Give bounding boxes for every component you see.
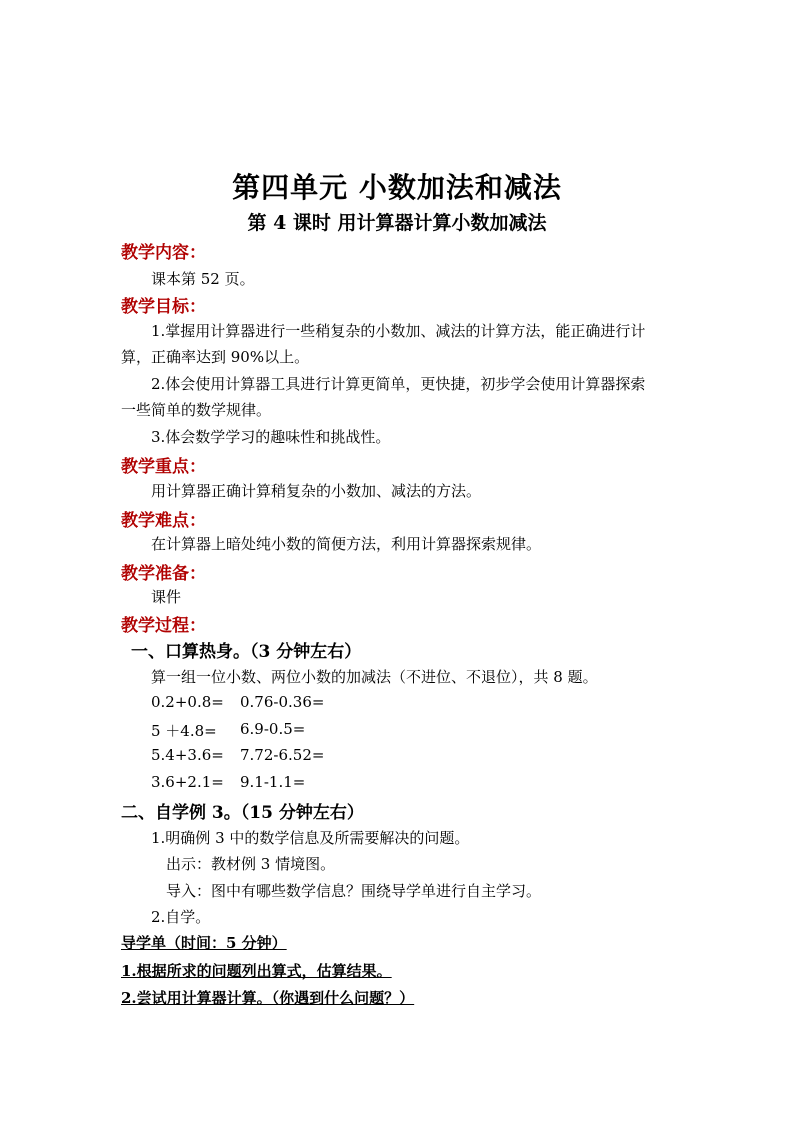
guide-title: 导学单（时间：5 分钟） — [121, 934, 287, 952]
difficulty-text: 在计算器上暗处纯小数的简便方法，利用计算器探索规律。 — [151, 535, 542, 553]
guide-question-2: 2.尝试用计算器计算。（你遇到什么问题？） — [121, 989, 415, 1007]
step-2-item-1: 1.明确例 3 中的数学信息及所需要解决的问题。 — [151, 829, 470, 847]
goal-3: 3.体会数学学习的趣味性和挑战性。 — [151, 428, 391, 446]
step-1-title: 一、口算热身。（3 分钟左右） — [131, 642, 362, 662]
preparation-text: 课件 — [151, 588, 182, 606]
goal-2-line-1: 2.体会使用计算器工具进行计算更简单，更快捷，初步学会使用计算器探索 — [151, 375, 646, 393]
lesson-subtitle: 第 4 课时 用计算器计算小数加减法 — [247, 212, 547, 234]
guide-question-1: 1.根据所求的问题列出算式，估算结果。 — [121, 962, 392, 980]
key-point-heading: 教学重点： — [121, 457, 206, 477]
equation-right-4: 9.1-1.1= — [240, 773, 306, 791]
goal-1-line-2: 算，正确率达到 90%以上。 — [121, 348, 310, 366]
key-point-text: 用计算器正确计算稍复杂的小数加、减法的方法。 — [151, 482, 482, 500]
equation-right-2: 6.9-0.5= — [240, 720, 306, 738]
equation-left-3: 5.4+3.6= — [151, 746, 224, 764]
goal-1-line-1: 1.掌握用计算器进行一些稍复杂的小数加、减法的计算方法，能正确进行计 — [151, 322, 646, 340]
content-text: 课本第 52 页。 — [151, 270, 255, 288]
equation-left-2: 5 ＋4.8= — [151, 722, 217, 740]
step-2-title: 二、自学例 3。（15 分钟左右） — [121, 803, 364, 823]
step-2-show: 出示：教材例 3 情境图。 — [166, 855, 336, 873]
process-heading: 教学过程： — [121, 616, 206, 636]
goals-heading: 教学目标： — [121, 297, 206, 317]
goal-2-line-2: 一些简单的数学规律。 — [121, 401, 272, 419]
step-2-item-2: 2.自学。 — [151, 908, 211, 926]
equation-right-3: 7.72-6.52= — [240, 746, 325, 764]
difficulty-heading: 教学难点： — [121, 511, 206, 531]
step-2-intro: 导入：图中有哪些数学信息？围绕导学单进行自主学习。 — [166, 882, 542, 900]
content-heading: 教学内容： — [121, 243, 206, 263]
unit-title: 第四单元 小数加法和减法 — [232, 171, 562, 204]
equation-left-1: 0.2+0.8= — [151, 693, 224, 711]
equation-right-1: 0.76-0.36= — [240, 693, 325, 711]
step-1-desc: 算一组一位小数、两位小数的加减法（不进位、不退位），共 8 题。 — [151, 668, 598, 686]
equation-left-4: 3.6+2.1= — [151, 773, 224, 791]
preparation-heading: 教学准备： — [121, 564, 206, 584]
